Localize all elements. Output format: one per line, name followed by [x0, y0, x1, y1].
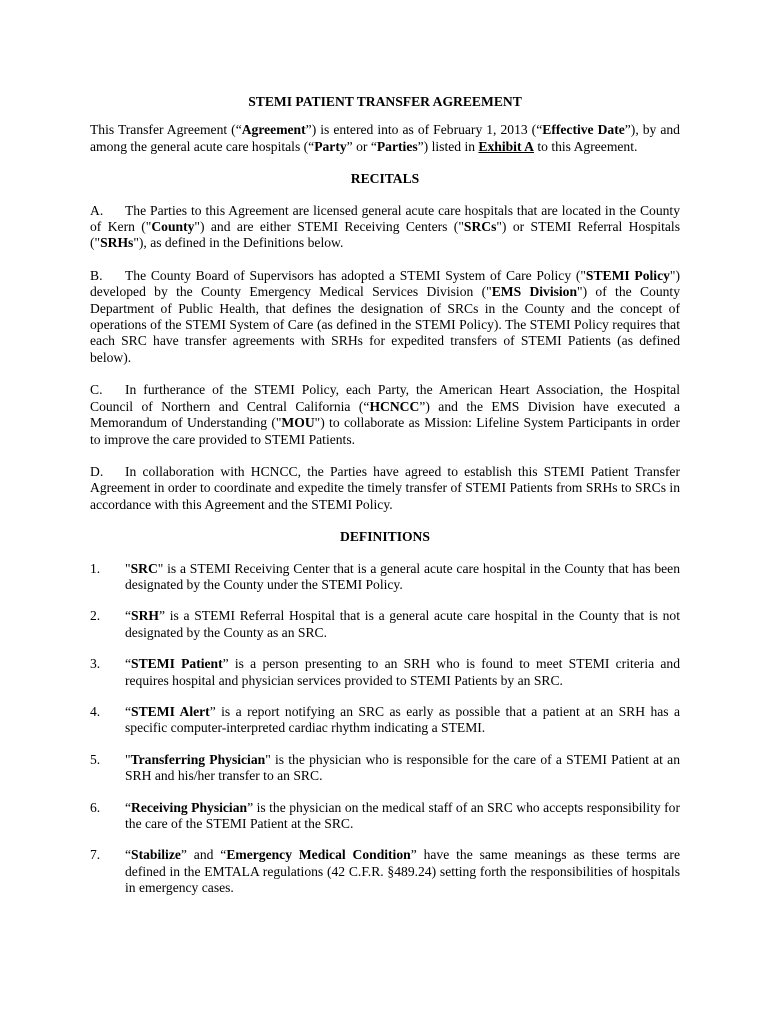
definition-item [90, 752, 680, 785]
definition-text: “Receiving Physician” is the physician on the medical staff of an SRC who accepts responsibility for the care of the STEMI Patient at the SRC. [125, 799, 680, 831]
document-title: STEMI PATIENT TRANSFER AGREEMENT [248, 94, 522, 109]
definition-number: 4. [90, 703, 101, 719]
definition-term: Emergency Medical Condition [226, 847, 411, 863]
definition-text: "SRC" is a STEMI Receiving Center that is a general acute care hospital in the County that has been designated by the County under the STEMI Policy. [125, 560, 680, 592]
document-content [90, 94, 680, 912]
intro-paragraph: This Transfer Agreement (“Agreement”) is entered into as of February 1, 2013 (“Effective Date”), by and among the general acute care hospitals (“Party” or “Parties”) listed in Exhibit A to this Agreement. [90, 122, 680, 154]
recital-label: C. [90, 382, 103, 398]
definition-term: Receiving Physician [131, 799, 248, 815]
definition-text: “Stabilize” and “Emergency Medical Condition” have the same meanings as these terms are defined in the EMTALA regulations (42 C.F.R. §489.24) setting forth the responsibilities of hospitals in emergency cases. [125, 847, 680, 896]
recital-c: C. In furtherance of the STEMI Policy, each Party, the American Heart Association, the Hospital Council of Northern and Central California (“HCNCC”) and the EMS Division have executed a Memorandum of Understanding ("MOU") to collaborate as Mission: Lifeline System Participants in order to improve the care provided to STEMI Patients. [90, 382, 680, 447]
definition-item [90, 561, 680, 594]
recital-label: A. [90, 202, 104, 218]
definition-item [90, 608, 680, 641]
definition-item [90, 847, 680, 896]
recital-label: D. [90, 463, 104, 479]
definition-text: “STEMI Patient” is a person presenting to an SRH who is found to meet STEMI criteria and requires hospital and physician services provided to STEMI Patients by an SRC. [125, 656, 680, 688]
definition-number: 7. [90, 847, 101, 863]
definition-text: “SRH” is a STEMI Referral Hospital that is a general acute care hospital in the County that is not designated by the County as an SRC. [125, 608, 680, 640]
definition-text: "Transferring Physician" is the physician who is responsible for the care of a STEMI Patient at an SRH and his/her transfer to an SRC. [125, 751, 681, 784]
definition-text: “STEMI Alert” is a report notifying an SRC as early as possible that a patient at an SRH has a specific computer-interpreted cardiac rhythm indicating a STEMI. [125, 703, 681, 736]
recitals-heading: RECITALS [350, 171, 420, 187]
definition-number: 2. [90, 608, 101, 624]
recital-b: B. The County Board of Supervisors has adopted a STEMI System of Care Policy ("STEMI Policy") developed by the County Emergency Medical Services Division ("EMS Division") of the County Department of Public Health, that defines the designation of SRCs in the County and the concept of operations of the STEMI System of Care (as defined in the STEMI Policy). The STEMI Policy requires that each SRC have transfer agreements with SRHs for expedited transfers of STEMI Patients (as defined below). [90, 267, 680, 365]
definition-item [90, 656, 680, 689]
recital-d: D. In collaboration with HCNCC, the Parties have agreed to establish this STEMI Patient Transfer Agreement in order to coordinate and expedite the timely transfer of STEMI Patients from SRHs to SRCs in accordance with this Agreement and the STEMI Policy. [90, 463, 680, 512]
definition-number: 5. [90, 751, 101, 767]
recital-a: A. The Parties to this Agreement are licensed general acute care hospitals that are located in the County of Kern ("County") and are either STEMI Receiving Centers ("SRCs") or STEMI Referral Hospitals ("SRHs"), as defined in the Definitions below. [90, 202, 680, 251]
exhibit-a-reference: Exhibit A [478, 138, 534, 154]
definition-number: 3. [90, 656, 101, 672]
definition-term: STEMI Patient [131, 656, 223, 672]
recital-label: B. [90, 267, 103, 283]
definitions-heading: DEFINITIONS [340, 529, 430, 545]
definition-number: 1. [90, 560, 101, 576]
definition-item [90, 800, 680, 833]
definition-term: Transferring Physician [130, 751, 266, 767]
definition-term: Stabilize [131, 847, 181, 863]
definition-number: 6. [90, 799, 101, 815]
definition-term: SRC [130, 560, 158, 576]
definition-term: SRH [131, 608, 159, 624]
definition-item [90, 704, 680, 737]
definition-term: STEMI Alert [131, 703, 210, 719]
